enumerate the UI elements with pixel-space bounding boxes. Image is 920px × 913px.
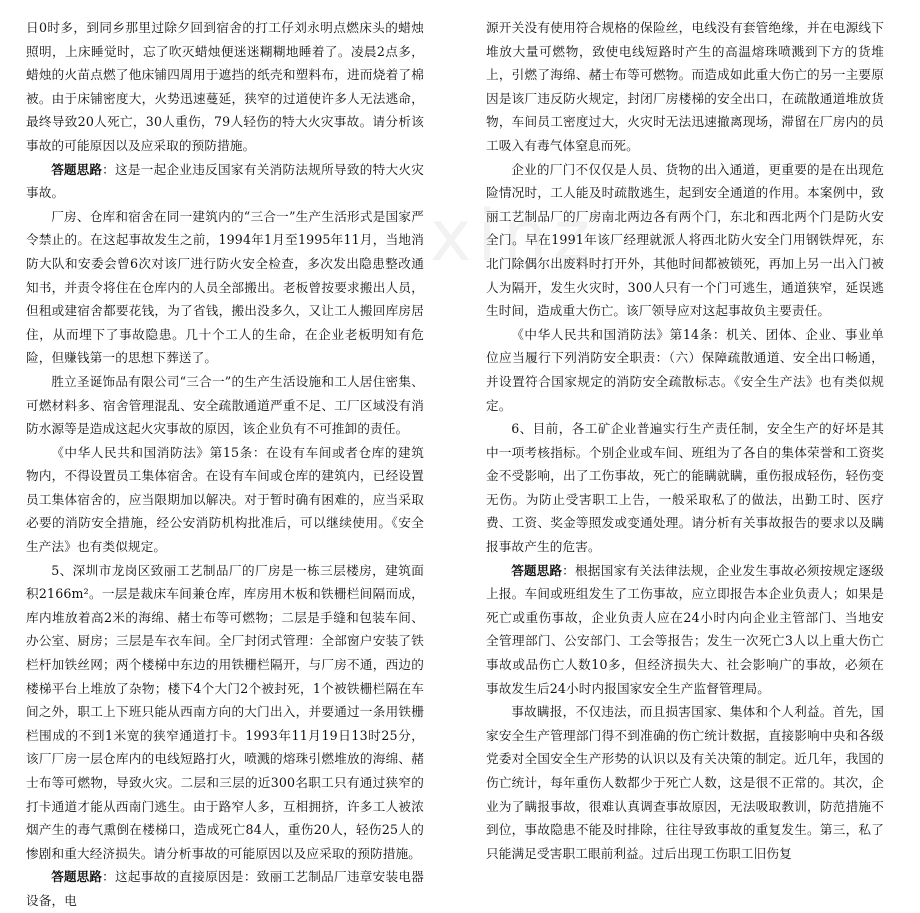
paragraph: 事故瞒报，不仅违法，而且损害国家、集体和个人利益。首先，国家安全生产管理部门得不到准确的伤亡统计数据，直接影响中央和各级党委对全国安全生产形势的认识以及有关决策的制定。近几年，我国的伤亡统计，每年重伤人数都少于死亡人数，这是很不正常的。其次，企业为了瞒报事故，很难认真调查事故原因，无法吸取教训，防范措施不到位，事故隐患不能及时排除，往往导致事故的重复发生。第三，私了只能满足受害职工眼前利益。过后出现工伤职工旧伤复 xyxy=(486,704,884,861)
left-column xyxy=(26,16,424,913)
paragraph: 企业的厂门不仅仅是人员、货物的出入通道，更重要的是在出现危险情况时，工人能及时疏散逃生，起到安全通道的作用。本案例中，致丽工艺制品厂的厂房南北两边各有两个门，东北和西北两个门是防火安全门。早在1991年该厂经理就派人将西北防火安全门用钢铁焊死，东北门除偶尔出废料时打开外，其他时间都被锁死，再加上另一出入门被人为隔开，发生火灾时，300人只有一个门可逃生，通道狭窄，延误逃生时间，造成重大伤亡。该厂领导应对这起事故负主要责任。 xyxy=(486,161,884,319)
paragraph: 日0时多，到同乡那里过除夕回到宿舍的打工仔刘永明点燃床头的蜡烛照明，上床睡觉时，忘了吹灭蜡烛便迷迷糊糊地睡着了。凌晨2点多，蜡烛的火苗点燃了他床铺四周用于遮挡的纸壳和塑料布，进而烧着了棉被。由于床铺密度大，火势迅速蔓延，狭窄的过道使许多人无法逃命，最终导致20人死亡，30人重伤，79人轻伤的特大火灾事故。请分析该事故的可能原因以及应采取的预防措施。 xyxy=(26,20,424,153)
law-citation: 《中华人民共和国消防法》第14条：机关、团体、企业、事业单位应当履行下列消防安全职责：（六）保障疏散通道、安全出口畅通，并设置符合国家规定的消防安全疏散标志。《安全生产法》也有类似规定。 xyxy=(486,326,884,413)
answer-text: ：这是一起企业违反国家有关消防法规所导致的特大火灾事故。 xyxy=(26,161,425,201)
right-column xyxy=(486,16,884,865)
answer-paragraph xyxy=(26,865,424,912)
answer-paragraph xyxy=(26,158,424,205)
answer-label: 答题思路 xyxy=(51,161,103,177)
paragraph: 厂房、仓库和宿舍在同一建筑内的“三合一”生产生活形式是国家严令禁止的。在这起事故发生之前，1994年1月至1995年11月，当地消防大队和安委会曾6次对该厂进行防火安全检查，多次发出隐患整改通知书，并责令将住在仓库内的人员全部搬出。老板曾按要求搬出人员，但租或建宿舍都要花钱，为了省钱，搬出没多久，又让工人搬回库房居住，从而埋下了事故隐患。几十个工人的生命，在企业老板明知有危险，但赚钱第一的思想下葬送了。 xyxy=(26,208,424,366)
case-question-5: 5、深圳市龙岗区致丽工艺制品厂的厂房是一栋三层楼房，建筑面积2166m²。一层是裁床车间兼仓库，库房用木板和铁栅栏间隔而成，库内堆放着高2米的海绵、赭士布等可燃物；二层是手缝和包装车间、办公室、厨房；三层是车衣车间。全厂封闭式管理：全部窗户安装了铁栏杆加铁丝网；两个楼梯中东边的用铁栅栏隔开，与厂房不通，西边的楼梯平台上堆放了杂物；楼下4个大门2个被封死，1个被铁栅栏隔在车间之外，职工上下班只能从西南方向的大门出入，并要通过一条用铁栅栏围成的不到1米宽的狭窄通道打卡。1993年11月19日13时25分，该厂厂房一层仓库内的电线短路打火，喷溅的熔珠引燃堆放的海绵、赭士布等可燃物，导致火灾。二层和三层的近300名职工只有通过狭窄的打卡通道才能从西南门逃生。由于路窄人多，互相拥挤，许多工人被浓烟产生的毒气熏倒在楼梯口，造成死亡84人，重伤20人，轻伤25人的惨剧和重大经济损失。请分析事故的可能原因以及应采取的预防措施。 xyxy=(26,562,424,861)
watermark: xinz xyxy=(430,195,596,277)
case-question-6: 6、目前，各工矿企业普遍实行生产责任制，安全生产的好坏是其中一项考核指标。个别企业或车间、班组为了各自的集体荣誉和工资奖金不受影响，出了工伤事故，死亡的能瞒就瞒，重伤报成轻伤，轻伤变无伤。为防止受害职工上告，一般采取私了的做法，出勤工时、医疗费、工资、奖金等照发或变通处理。请分析有关事故报告的要求以及瞒报事故产生的危害。 xyxy=(486,421,884,555)
answer-text: ：根据国家有关法律法规，企业发生事故必须按规定逐级上报。车间或班组发生了工伤事故，应立即报告本企业负责人；如果是死亡或重伤事故，企业负责人应在24小时内向企业主管部门、当地安全管理部门、公安部门、工会等报告；发生一次死亡3人以上重大伤亡事故或品伤亡人数10多，但经济损失大、社会影响广的事故，必须在事故发生后24小时内报国家安全生产监督管理局。 xyxy=(486,562,885,696)
paragraph: 源开关没有使用符合规格的保险丝，电线没有套管绝缘，并在电源线下堆放大量可燃物，致使电线短路时产生的高温熔珠喷溅到下方的货堆上，引燃了海绵、赭士布等可燃物。而造成如此重大伤亡的另一主要原因是该厂违反防火规定，封闭厂房楼梯的安全出口，在疏散通道堆放货物，车间员工密度过大，火灾时无法迅速撤离现场，滞留在厂房内的员工吸入有毒气体窒息而死。 xyxy=(486,20,884,153)
paragraph: 胜立圣诞饰品有限公司“三合一”的生产生活设施和工人居住密集、可燃材料多、宿舍管理混乱、安全疏散通道严重不足、工厂区域没有消防水源等是造成这起火灾事故的原因，该企业负有不可推卸的责任。 xyxy=(26,373,424,437)
answer-label: 答题思路 xyxy=(511,562,563,578)
law-citation: 《中华人民共和国消防法》第15条：在设有车间或者仓库的建筑物内，不得设置员工集体宿舍。在设有车间或仓库的建筑内，已经设置员工集体宿舍的，应当限期加以解决。对于暂时确有困难的，应当采取必要的消防安全措施，经公安消防机构批准后，可以继续使用。《安全生产法》也有类似规定。 xyxy=(26,444,424,555)
answer-label: 答题思路 xyxy=(51,869,103,885)
answer-paragraph xyxy=(486,559,884,701)
answer-text: ：这起事故的直接原因是：致丽工艺制品厂违章安装电器设备，电 xyxy=(26,869,425,908)
